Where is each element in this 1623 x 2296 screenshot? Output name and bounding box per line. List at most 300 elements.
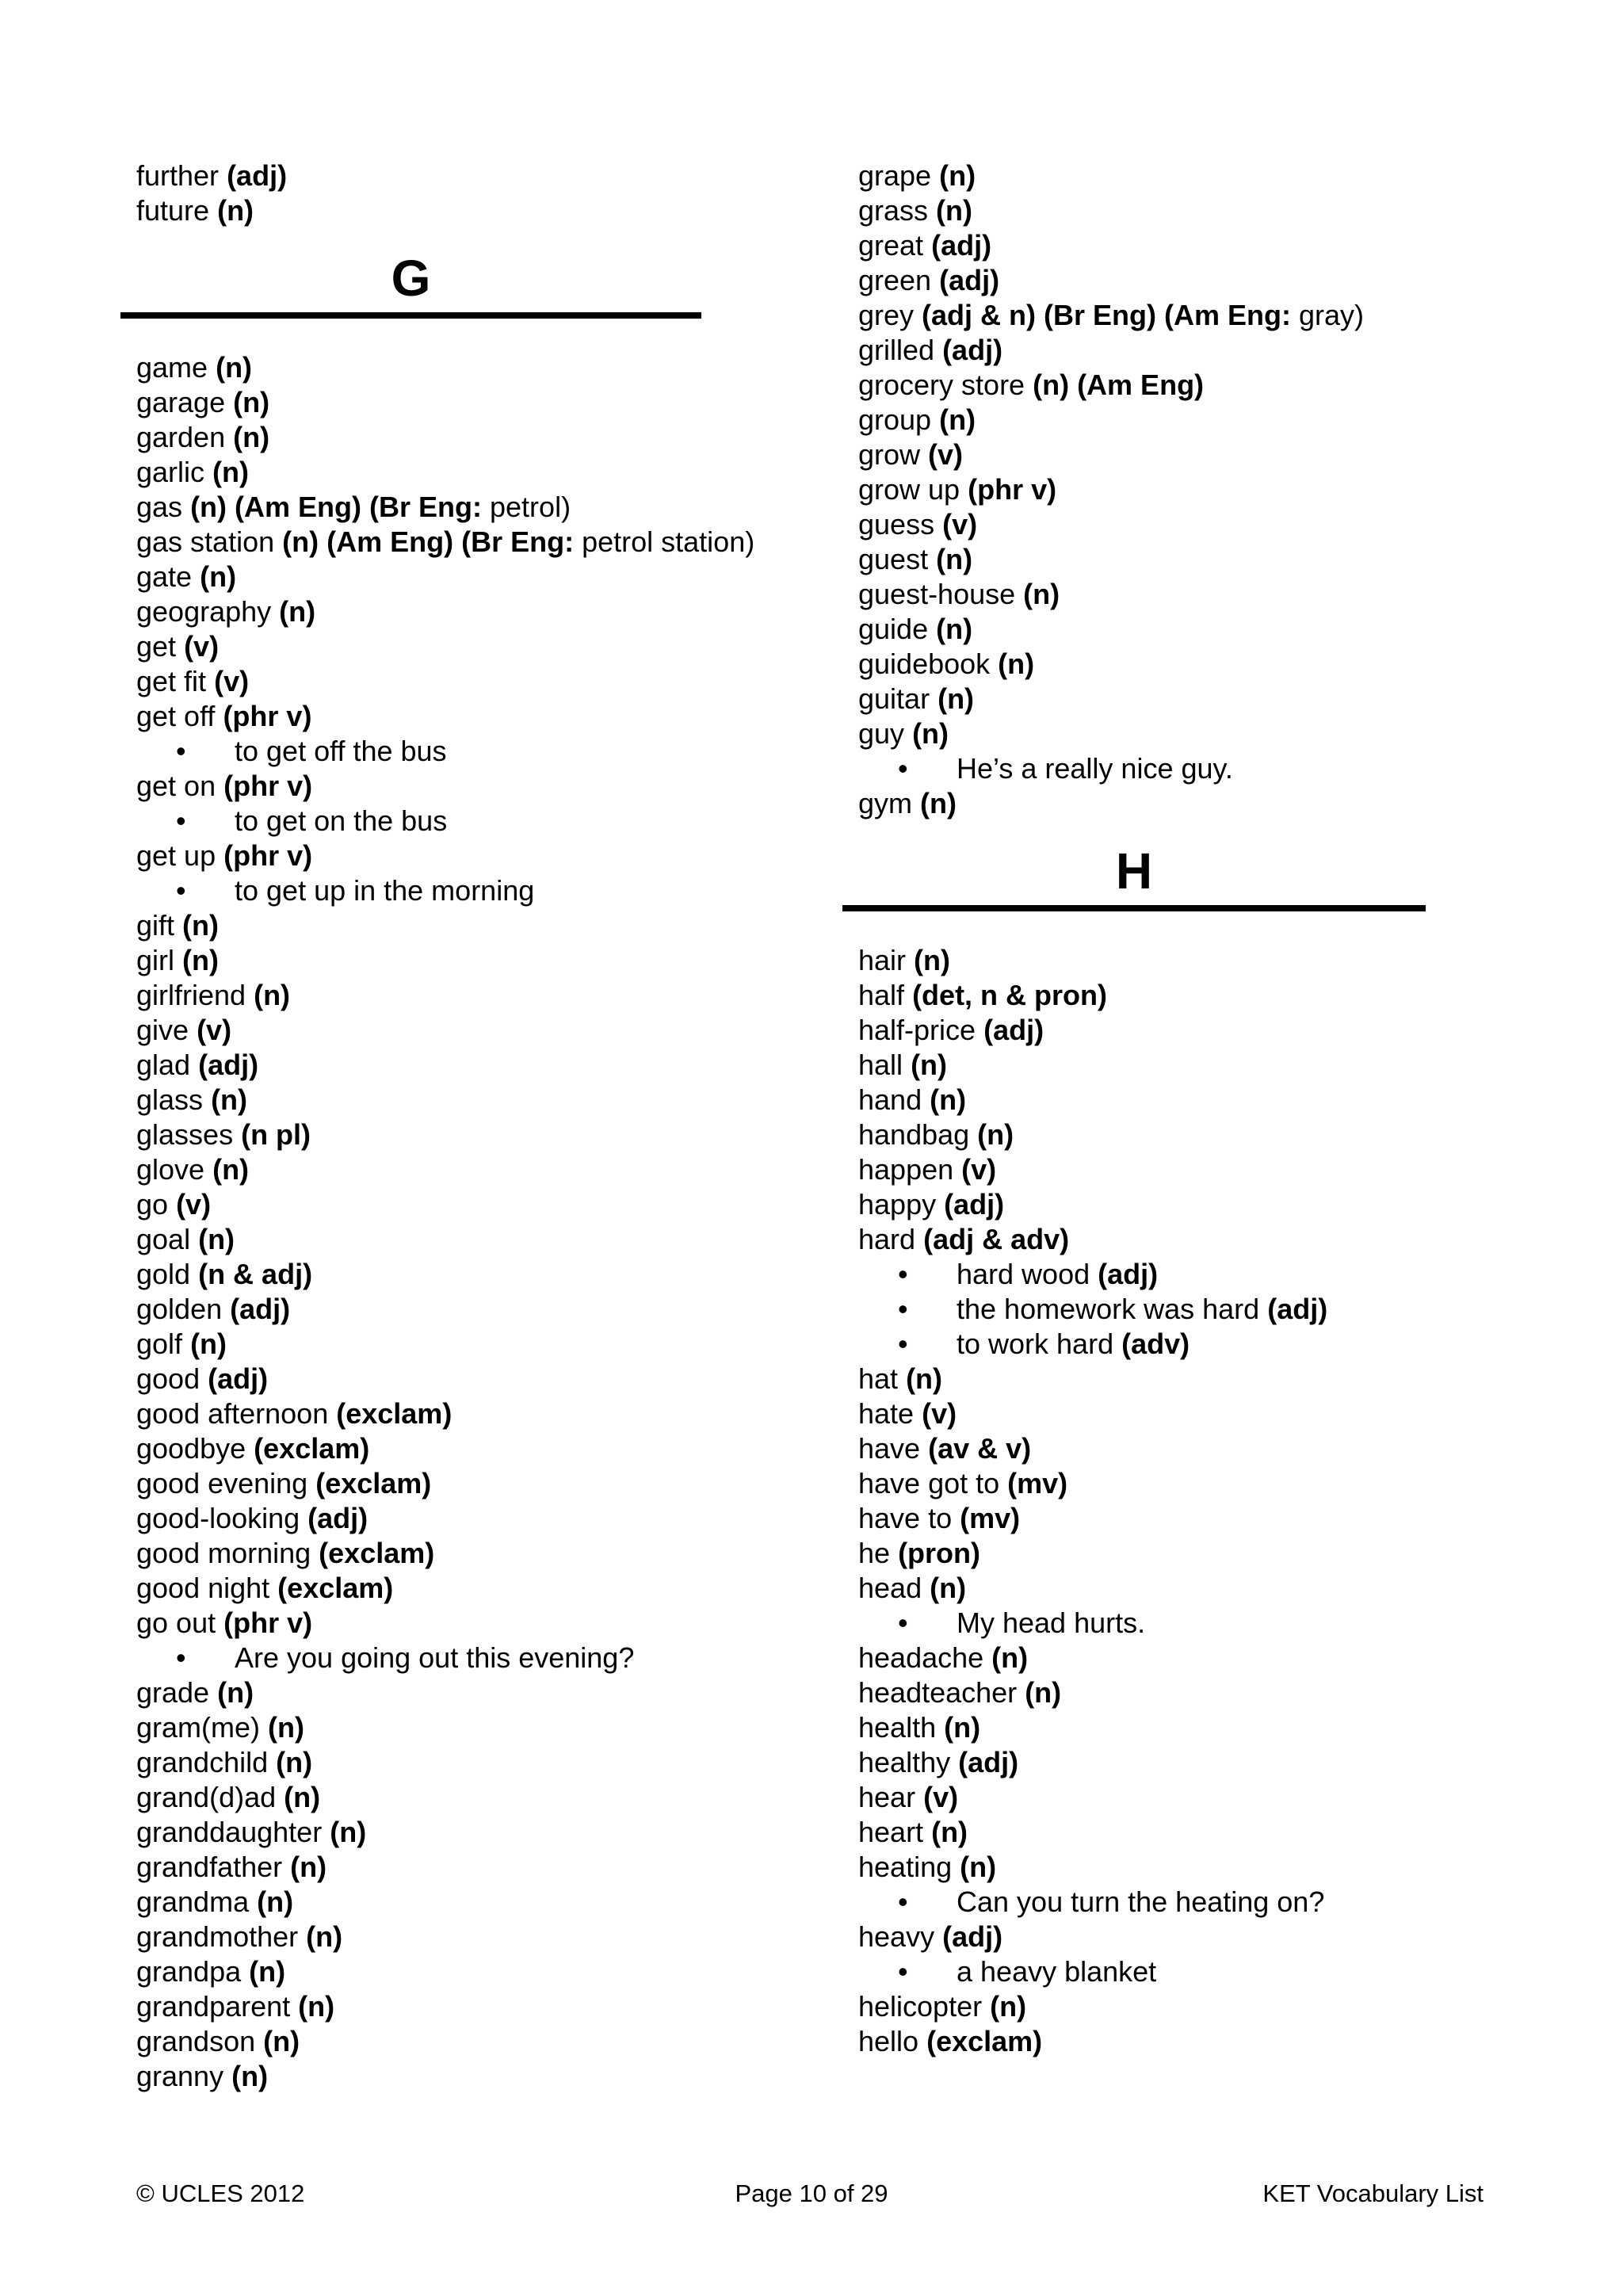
- entry-word: have: [858, 1432, 921, 1465]
- vocab-entry: [858, 1362, 1540, 1396]
- entry-pos-tag: (n): [939, 403, 976, 436]
- entry-pos-tag: (v): [922, 1397, 957, 1430]
- example-text: a heavy blanket: [957, 1955, 1157, 1988]
- entry-pos-tag: (n): [284, 1781, 321, 1813]
- entry-word: helicopter: [858, 1990, 983, 2023]
- entry-pos-tag: (adj): [958, 1746, 1019, 1778]
- entry-pos-tag: (n): [233, 421, 270, 453]
- vocab-entry: [858, 193, 1540, 228]
- entry-word: gift: [136, 909, 175, 942]
- entry-word: girl: [136, 944, 175, 976]
- vocab-entry: [858, 1850, 1540, 1885]
- entry-pos-tag: (n): [200, 560, 237, 593]
- entry-pos-tag: (mv): [960, 1502, 1021, 1534]
- vocab-entry: [136, 943, 818, 978]
- entry-word: grocery store: [858, 369, 1025, 401]
- vocab-entry: [858, 1571, 1540, 1606]
- entry-word: good-looking: [136, 1502, 300, 1534]
- entry-pos-tag: (n): [254, 979, 291, 1011]
- vocab-entry: [858, 716, 1540, 751]
- vocab-entry: [136, 629, 818, 664]
- entry-pos-tag: (exclam): [319, 1537, 435, 1569]
- vocab-entry: [136, 769, 818, 804]
- example-pos-tag: (adj): [1267, 1293, 1328, 1325]
- vocab-entry: [858, 159, 1540, 193]
- entry-pos-tag: (n): [977, 1118, 1014, 1151]
- vocab-entry: [136, 193, 818, 228]
- vocab-entry: [136, 978, 818, 1013]
- section-rule: [842, 905, 1426, 911]
- vocab-entry: [858, 978, 1540, 1013]
- entry-word: grand(d)ad: [136, 1781, 277, 1813]
- example-sentence: [858, 1292, 1540, 1327]
- entry-word: great: [858, 229, 924, 262]
- entry-pos-tag: (mv): [1007, 1467, 1068, 1499]
- entry-word: gym: [858, 787, 913, 819]
- vocab-entry: [136, 2024, 818, 2059]
- bullet-icon: •: [898, 1606, 908, 1639]
- example-text: to get on the bus: [235, 804, 448, 837]
- entry-word: hate: [858, 1397, 915, 1430]
- example-text: Can you turn the heating on?: [957, 1885, 1325, 1918]
- entry-pos-tag: (adj): [942, 334, 1003, 366]
- vocab-entry: [136, 1222, 818, 1257]
- vocab-entry: [136, 1257, 818, 1292]
- entry-pos-tag: (pron): [898, 1537, 981, 1569]
- entry-word: he: [858, 1537, 891, 1569]
- entry-word: glad: [136, 1049, 191, 1081]
- vocab-entry: [136, 2059, 818, 2094]
- entry-word: guest: [858, 543, 929, 575]
- entry-word: garden: [136, 421, 226, 453]
- entry-pos-tag: (phr v): [223, 1606, 313, 1639]
- entry-pos-tag: (n): [233, 386, 270, 418]
- entry-pos-tag: (adj): [227, 159, 288, 192]
- entry-pos-tag: (adj): [983, 1014, 1044, 1046]
- entry-word: gate: [136, 560, 193, 593]
- vocab-entry: [858, 1048, 1540, 1083]
- vocab-entry: [858, 612, 1540, 647]
- entry-word: grandmother: [136, 1920, 299, 1953]
- entry-word: happy: [858, 1188, 937, 1221]
- vocab-entry: [136, 525, 818, 560]
- entry-pos-tag: (n): [298, 1990, 335, 2023]
- entry-pos-tag: (n) (Am Eng) (Br Eng:: [282, 525, 575, 558]
- entry-word: get fit: [136, 665, 207, 697]
- vocab-entry: [136, 350, 818, 385]
- vocab-entry: [858, 682, 1540, 716]
- entry-pos-tag: (n): [906, 1362, 943, 1395]
- entry-pos-tag: (n): [912, 717, 949, 750]
- entry-word: garage: [136, 386, 226, 418]
- section-rule: [120, 312, 701, 319]
- entry-word: guide: [858, 613, 929, 645]
- entry-word: happen: [858, 1153, 954, 1186]
- entry-pos-tag: (adj & adv): [923, 1223, 1070, 1255]
- entry-pos-tag: (v): [923, 1781, 959, 1813]
- example-text: Are you going out this evening?: [235, 1641, 635, 1674]
- entry-pos-tag: (n): [182, 909, 220, 942]
- entry-word: hair: [858, 944, 907, 976]
- entry-pos-tag: (n): [190, 1328, 227, 1360]
- vocab-entry: [858, 507, 1540, 542]
- entry-pos-tag: (n): [216, 351, 253, 384]
- vocab-entry: [136, 1850, 818, 1885]
- entry-word: good evening: [136, 1467, 308, 1499]
- footer-page-number: Page 10 of 29: [735, 2179, 888, 2207]
- vocab-entry: [136, 490, 818, 525]
- vocab-entry: [858, 368, 1540, 403]
- vocab-entry: [858, 1641, 1540, 1675]
- entry-pos-tag: (exclam): [254, 1432, 370, 1465]
- vocab-entry: [858, 647, 1540, 682]
- entry-word: grey: [858, 299, 915, 331]
- entry-word: handbag: [858, 1118, 970, 1151]
- entry-word: garlic: [136, 456, 205, 488]
- entry-word: hard: [858, 1223, 916, 1255]
- entry-pos-tag: (n): [263, 2025, 300, 2057]
- entry-word: guy: [858, 717, 905, 750]
- vocab-entry: [136, 1920, 818, 1954]
- entry-pos-tag: (n): [306, 1920, 343, 1953]
- entry-pos-tag: (n): [276, 1746, 313, 1778]
- example-text: the homework was hard: [957, 1293, 1260, 1325]
- entry-pos-tag: (n): [231, 2060, 269, 2092]
- entry-word: gold: [136, 1258, 191, 1290]
- entry-word: health: [858, 1711, 937, 1744]
- entry-word: girlfriend: [136, 979, 246, 1011]
- entry-pos-tag: (n & adj): [198, 1258, 313, 1290]
- entry-pos-tag: (n): [279, 595, 316, 628]
- example-sentence: [136, 734, 818, 769]
- bullet-icon: •: [898, 752, 908, 785]
- entry-word: geography: [136, 595, 272, 628]
- entry-pos-tag: (adj): [931, 229, 992, 262]
- vocab-entry: [858, 1013, 1540, 1048]
- entry-pos-tag: (n): [931, 1816, 968, 1848]
- entry-pos-tag: (exclam): [315, 1467, 432, 1499]
- entry-word: guidebook: [858, 648, 991, 680]
- entry-word: grilled: [858, 334, 935, 366]
- entry-word: future: [136, 194, 210, 227]
- footer-copyright: © UCLES 2012: [136, 2179, 305, 2207]
- entry-word: green: [858, 264, 932, 296]
- entry-word: guess: [858, 508, 935, 541]
- vocab-entry: [858, 1710, 1540, 1745]
- vocab-entry: [858, 228, 1540, 263]
- entry-word: golden: [136, 1293, 223, 1325]
- entry-word: heavy: [858, 1920, 935, 1953]
- vocab-entry: [858, 577, 1540, 612]
- entry-word: headteacher: [858, 1676, 1018, 1709]
- example-text: to work hard: [957, 1328, 1114, 1360]
- vocab-entry: [136, 1187, 818, 1222]
- entry-word: granddaughter: [136, 1816, 323, 1848]
- vocab-entry: [136, 1710, 818, 1745]
- vocab-entry: [858, 1780, 1540, 1815]
- entry-word: give: [136, 1014, 189, 1046]
- entry-word: grandchild: [136, 1746, 269, 1778]
- vocab-entry: [858, 403, 1540, 437]
- example-sentence: [858, 1257, 1540, 1292]
- entry-pos-tag: (det, n & pron): [912, 979, 1108, 1011]
- entry-word: have to: [858, 1502, 953, 1534]
- vocab-entry: [858, 1396, 1540, 1431]
- entry-pos-tag: (n) (Am Eng): [1033, 369, 1205, 401]
- vocab-entry: [136, 159, 818, 193]
- section-heading: [120, 228, 701, 350]
- entry-pos-tag: (adj): [198, 1049, 259, 1081]
- entry-word: hello: [858, 2025, 919, 2057]
- entry-word: good night: [136, 1572, 270, 1604]
- vocab-entry: [858, 1920, 1540, 1954]
- entry-word: get: [136, 630, 177, 663]
- entry-pos-tag: (n) (Am Eng) (Br Eng:: [190, 491, 482, 523]
- entry-pos-tag: (adj): [230, 1293, 291, 1325]
- example-sentence: [136, 1641, 818, 1675]
- bullet-icon: •: [176, 874, 186, 907]
- entry-pos-tag: (n): [257, 1885, 294, 1918]
- vocab-entry: [136, 420, 818, 455]
- vocab-entry: [858, 1083, 1540, 1117]
- entry-word: golf: [136, 1328, 183, 1360]
- entry-word: group: [858, 403, 932, 436]
- entry-pos-tag: (exclam): [336, 1397, 453, 1430]
- entry-pos-tag: (n): [920, 787, 957, 819]
- entry-word: further: [136, 159, 220, 192]
- footer-doc-title: KET Vocabulary List: [1262, 2179, 1484, 2207]
- entry-pos-tag: (v): [214, 665, 250, 697]
- example-text: My head hurts.: [957, 1606, 1146, 1639]
- entry-word: glove: [136, 1153, 205, 1186]
- example-pos-tag: (adj): [1098, 1258, 1159, 1290]
- vocab-entry: [136, 1501, 818, 1536]
- example-sentence: [136, 804, 818, 839]
- entry-pos-tag: (v): [961, 1153, 997, 1186]
- entry-word: goal: [136, 1223, 191, 1255]
- entry-pos-tag: (v): [184, 630, 220, 663]
- entry-alt-spelling: petrol): [490, 491, 571, 523]
- entry-pos-tag: (phr v): [223, 839, 313, 872]
- vocab-entry: [858, 2024, 1540, 2059]
- entry-pos-tag: (n): [938, 682, 975, 715]
- bullet-icon: •: [898, 1328, 908, 1360]
- entry-pos-tag: (n): [212, 1153, 250, 1186]
- vocab-entry: [858, 786, 1540, 821]
- vocab-entry: [136, 1466, 818, 1501]
- entry-word: good: [136, 1362, 200, 1395]
- vocab-entry: [858, 1117, 1540, 1152]
- bullet-icon: •: [176, 1641, 186, 1674]
- entry-pos-tag: (n): [211, 1083, 248, 1116]
- entry-pos-tag: (adj): [939, 264, 1000, 296]
- vocab-entry: [136, 699, 818, 734]
- entry-pos-tag: (n): [217, 1676, 254, 1709]
- entry-word: grandma: [136, 1885, 250, 1918]
- entry-word: grow up: [858, 473, 960, 506]
- entry-pos-tag: (av & v): [928, 1432, 1032, 1465]
- vocab-entry: [136, 1013, 818, 1048]
- entry-pos-tag: (v): [928, 438, 964, 471]
- example-sentence: [136, 873, 818, 908]
- entry-pos-tag: (n): [914, 944, 951, 976]
- entry-pos-tag: (n): [268, 1711, 304, 1744]
- vocab-entry: [858, 1536, 1540, 1571]
- entry-pos-tag: (exclam): [277, 1572, 394, 1604]
- entry-pos-tag: (n): [1023, 578, 1060, 610]
- vocab-entry: [136, 1675, 818, 1710]
- vocab-entry: [858, 1501, 1540, 1536]
- vocab-entry: [858, 1222, 1540, 1257]
- entry-word: hand: [858, 1083, 922, 1116]
- vocab-entry: [858, 1815, 1540, 1850]
- left-column: [136, 159, 818, 2094]
- entry-pos-tag: (adj): [208, 1362, 269, 1395]
- entry-word: go: [136, 1188, 169, 1221]
- entry-word: grass: [858, 194, 929, 227]
- entry-pos-tag: (n): [198, 1223, 235, 1255]
- entry-word: grandparent: [136, 1990, 291, 2023]
- vocab-entry: [136, 1815, 818, 1850]
- entry-pos-tag: (n pl): [241, 1118, 311, 1151]
- vocab-entry: [136, 1954, 818, 1989]
- right-column: [858, 159, 1540, 2059]
- vocab-entry: [136, 1989, 818, 2024]
- entry-pos-tag: (n): [939, 159, 976, 192]
- entry-word: glass: [136, 1083, 204, 1116]
- example-sentence: [858, 1327, 1540, 1362]
- vocab-entry: [136, 664, 818, 699]
- entry-word: hat: [858, 1362, 899, 1395]
- vocab-entry: [858, 1152, 1540, 1187]
- vocab-entry: [858, 1431, 1540, 1466]
- entry-pos-tag: (n): [249, 1955, 286, 1988]
- entry-word: headache: [858, 1641, 984, 1674]
- vocab-entry: [136, 1780, 818, 1815]
- entry-word: grandfather: [136, 1851, 283, 1883]
- vocab-entry: [858, 263, 1540, 298]
- entry-word: guest-house: [858, 578, 1016, 610]
- vocab-entry: [136, 1745, 818, 1780]
- vocab-entry: [858, 1675, 1540, 1710]
- vocab-entry: [136, 455, 818, 490]
- vocab-entry: [136, 839, 818, 873]
- vocab-entry: [858, 472, 1540, 507]
- entry-word: get up: [136, 839, 216, 872]
- vocab-entry: [136, 1606, 818, 1641]
- entry-pos-tag: (phr v): [223, 700, 312, 732]
- vocab-entry: [136, 594, 818, 629]
- entry-alt-spelling: petrol station): [582, 525, 755, 558]
- entry-pos-tag: (n): [330, 1816, 367, 1848]
- example-pos-tag: (adv): [1121, 1328, 1190, 1360]
- vocab-entry: [136, 1152, 818, 1187]
- bullet-icon: •: [898, 1885, 908, 1918]
- entry-pos-tag: (n): [936, 194, 973, 227]
- entry-pos-tag: (n): [998, 648, 1035, 680]
- entry-word: gas station: [136, 525, 275, 558]
- vocab-entry: [858, 437, 1540, 472]
- bullet-icon: •: [176, 804, 186, 837]
- entry-pos-tag: (n): [930, 1083, 967, 1116]
- example-text: He’s a really nice guy.: [957, 752, 1233, 785]
- entry-pos-tag: (n): [991, 1641, 1029, 1674]
- entry-pos-tag: (n): [1025, 1676, 1062, 1709]
- example-text: hard wood: [957, 1258, 1090, 1290]
- entry-word: go out: [136, 1606, 216, 1639]
- entry-word: get off: [136, 700, 216, 732]
- bullet-icon: •: [176, 735, 186, 767]
- vocab-entry: [858, 1989, 1540, 2024]
- entry-pos-tag: (v): [197, 1014, 232, 1046]
- entry-word: hear: [858, 1781, 916, 1813]
- vocab-entry: [858, 943, 1540, 978]
- example-sentence: [858, 1606, 1540, 1641]
- entry-word: game: [136, 351, 208, 384]
- example-sentence: [858, 1885, 1540, 1920]
- entry-word: grape: [858, 159, 932, 192]
- entry-word: heating: [858, 1851, 953, 1883]
- entry-word: grandson: [136, 2025, 256, 2057]
- entry-word: half: [858, 979, 905, 1011]
- entry-pos-tag: (n): [911, 1049, 948, 1081]
- entry-pos-tag: (n): [960, 1851, 997, 1883]
- entry-word: half-price: [858, 1014, 976, 1046]
- vocab-entry: [136, 1292, 818, 1327]
- entry-word: grow: [858, 438, 921, 471]
- entry-pos-tag: (n): [217, 194, 254, 227]
- vocab-entry: [136, 908, 818, 943]
- entry-word: granny: [136, 2060, 224, 2092]
- vocab-entry: [136, 1327, 818, 1362]
- vocab-entry: [136, 1571, 818, 1606]
- entry-word: good afternoon: [136, 1397, 329, 1430]
- entry-word: grandpa: [136, 1955, 242, 1988]
- bullet-icon: •: [898, 1258, 908, 1290]
- example-text: to get up in the morning: [235, 874, 535, 907]
- example-sentence: [858, 1954, 1540, 1989]
- entry-word: grade: [136, 1676, 210, 1709]
- entry-alt-spelling: gray): [1299, 299, 1365, 331]
- vocab-entry: [136, 1536, 818, 1571]
- vocab-entry: [858, 542, 1540, 577]
- entry-pos-tag: (n): [290, 1851, 327, 1883]
- bullet-icon: •: [898, 1955, 908, 1988]
- section-heading: [842, 821, 1426, 943]
- example-sentence: [858, 751, 1540, 786]
- entry-pos-tag: (n): [936, 543, 973, 575]
- entry-pos-tag: (adj & n) (Br Eng) (Am Eng:: [922, 299, 1291, 331]
- vocab-entry: [136, 385, 818, 420]
- entry-pos-tag: (n): [944, 1711, 981, 1744]
- vocab-entry: [136, 1083, 818, 1117]
- vocab-entry: [858, 1466, 1540, 1501]
- vocab-entry: [858, 298, 1540, 333]
- vocab-entry: [136, 1048, 818, 1083]
- vocab-entry: [858, 1187, 1540, 1222]
- vocab-entry: [136, 1396, 818, 1431]
- entry-word: heart: [858, 1816, 924, 1848]
- entry-word: hall: [858, 1049, 903, 1081]
- vocab-entry: [858, 1745, 1540, 1780]
- entry-pos-tag: (n): [936, 613, 973, 645]
- entry-pos-tag: (phr v): [968, 473, 1057, 506]
- entry-pos-tag: (exclam): [926, 2025, 1043, 2057]
- entry-pos-tag: (n): [930, 1572, 967, 1604]
- vocab-entry: [136, 1885, 818, 1920]
- entry-word: gas: [136, 491, 183, 523]
- vocab-entry: [136, 560, 818, 594]
